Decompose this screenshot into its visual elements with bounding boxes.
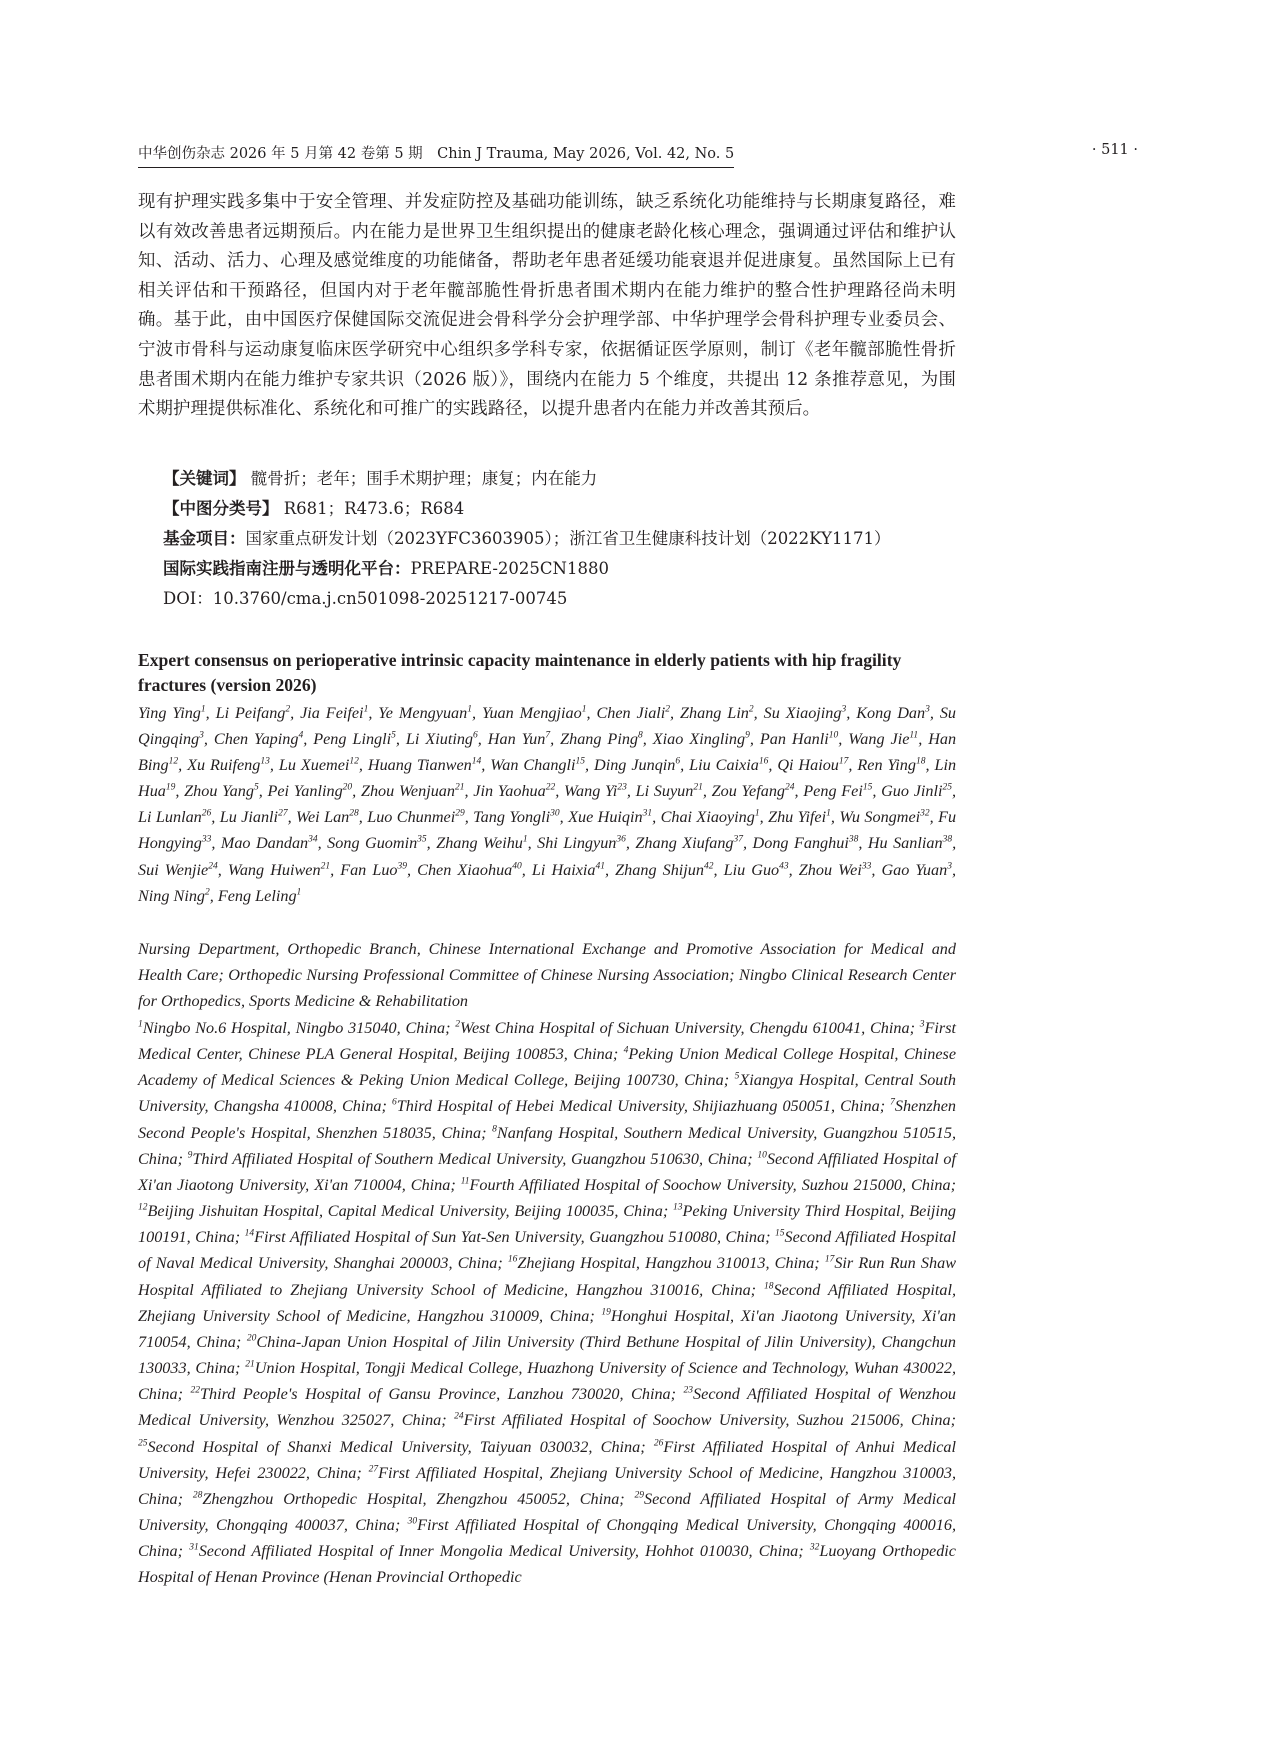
author-affiliation-marker: 26 — [201, 808, 212, 819]
author-affiliation-marker: 6 — [675, 756, 681, 767]
affiliation-item: $^{21}$Union Hospital, Tongji Medical College, Huazhong University of Science and Technology, Wuhan 430022, China — [138, 1359, 956, 1404]
author-name: Chen Yaping$^4$ — [213, 730, 304, 749]
author-name: Xue Huiqin$^{31}$ — [568, 808, 653, 827]
author-affiliation-marker: 1 — [363, 704, 369, 715]
author-affiliation-marker: 23 — [617, 782, 627, 793]
author-name: Sui Wenjie$^{24}$ — [138, 860, 218, 879]
author-affiliation-marker: 8 — [638, 730, 643, 741]
affiliation-marker: 5 — [734, 1071, 740, 1082]
author-affiliation-marker: 33 — [201, 835, 212, 846]
affiliation-marker: 29 — [634, 1490, 645, 1501]
author-affiliation-marker: 13 — [260, 756, 270, 767]
author-name: Peng Lingli$^5$ — [313, 730, 396, 749]
author-name: Li Xiuting$^6$ — [405, 730, 478, 749]
affiliation-marker: 31 — [189, 1542, 199, 1553]
chinese-abstract-text: 现有护理实践多集中于安全管理、并发症防控及基础功能训练，缺乏系统化功能维持与长期康复路径，难以有效改善患者远期预后。内在能力是世界卫生组织提出的健康老龄化核心理念，强调通过评估和维护认知、活动、活力、心理及感觉维度的功能储备，帮助老年患者延缓功能衰退并促进康复。虽然国际上已有相关评估和干预路径，但国内对于老年髋部脆性骨折患者围术期内在能力维护的整合性护理路径尚未明确。基于此，由中国医疗保健国际交流促进会骨科学分会护理学部、中华护理学会骨科护理专业委员会、宁波市骨科与运动康复临床医学研究中心组织多学科专家，依据循证医学原则，制订《老年髋部脆性骨折患者围术期内在能力维护专家共识（2026 版）》，围绕内在能力 5 个维度，共提出 12 条推荐意见，为围术期护理提供标准化、系统化和可推广的实践路径，以提升患者内在能力并改善其预后。 — [138, 192, 956, 420]
author-affiliation-marker: 1 — [522, 835, 528, 846]
affiliation-item: $^9$Third Affiliated Hospital of Southern Medical University, Guangzhou 510630, China — [187, 1149, 748, 1168]
author-affiliation-marker: 40 — [512, 861, 522, 872]
author-affiliation-marker: 3 — [841, 704, 847, 715]
author-name: Ding Junqin$^6$ — [594, 756, 681, 775]
author-affiliation-marker: 12 — [168, 756, 179, 767]
chinese-abstract — [138, 188, 956, 425]
author-name: Xu Ruifeng$^{13}$ — [187, 756, 270, 775]
affiliation-marker: 11 — [460, 1176, 470, 1187]
affiliation-marker: 21 — [245, 1359, 255, 1370]
keywords-line — [163, 465, 963, 489]
author-list: Ying Ying$^1$, Li Peifang$^2$, Jia Feifei$^1$, Ye Mengyuan$^1$, Yuan Mengjiao$^1$, Chen Jiali$^2$, Zhang Lin$^2$, Su Xiaojing$^3$, Kong Dan$^3$, Su Qingqing$^3$, Chen Yaping$^4$, Peng Lingli$^5$, Li Xiuting$^6$, Han Yun$^7$, Zhang Ping$^8$, Xiao Xingling$^9$, Pan Hanli$^{10}$, Wang Jie$^{11}$, Han Bing$^{12}$, Xu Ruifeng$^{13}$, Lu Xuemei$^{12}$, Huang Tianwen$^{14}$, Wan Changli$^{15}$, Ding Junqin$^6$, Liu Caixia$^{16}$, Qi Haiou$^{17}$, Ren Ying$^{18}$, Lin Hua$^{19}$, Zhou Yang$^5$, Pei Yanling$^{20}$, Zhou Wenjuan$^{21}$, Jin Yaohua$^{22}$, Wang Yi$^{23}$, Li Suyun$^{21}$, Zou Yefang$^{24}$, Peng Fei$^{15}$, Guo Jinli$^{25}$, Li Lunlan$^{26}$, Lu Jianli$^{27}$, Wei Lan$^{28}$, Luo Chunmei$^{29}$, Tang Yongli$^{30}$, Xue Huiqin$^{31}$, Chai Xiaoying$^1$, Zhu Yifei$^1$, Wu Songmei$^{32}$, Fu Hongying$^{33}$, Mao Dandan$^{34}$, Song Guomin$^{35}$, Zhang Weihu$^1$, Shi Lingyun$^{36}$, Zhang Xiufang$^{37}$, Dong Fanghui$^{38}$, Hu Sanlian$^{38}$, Sui Wenjie$^{24}$, Wang Huiwen$^{21}$, Fan Luo$^{39}$, Chen Xiaohua$^{40}$, Li Haixia$^{41}$, Zhang Shijun$^{42}$, Liu Guo$^{43}$, Zhou Wei$^{33}$, Gao Yuan$^3$, Ning Ning$^2$, Feng Leling$^1$ — [138, 704, 957, 905]
journal-citation: 中华创伤杂志 2026 年 5 月第 42 卷第 5 期 Chin J Trauma, May 2026, Vol. 42, No. 5 — [138, 142, 734, 168]
affiliation-marker: 25 — [138, 1438, 148, 1449]
author-affiliation-marker: 16 — [758, 756, 769, 767]
author-affiliation-marker: 24 — [785, 782, 795, 793]
doi-line — [163, 585, 963, 609]
affiliation-item: $^{31}$Second Affiliated Hospital of Inner Mongolia Medical University, Hohhot 010030, China — [189, 1542, 799, 1561]
author-name: Han Bing$^{12}$ — [138, 730, 957, 775]
affiliation-marker: 20 — [246, 1333, 257, 1344]
author-affiliation-marker: 42 — [703, 861, 714, 872]
author-affiliation-marker: 6 — [473, 730, 478, 741]
author-affiliation-marker: 1 — [581, 704, 587, 715]
registry-value: PREPARE-2025CN1880 — [410, 559, 609, 578]
author-name: Ning Ning$^2$ — [138, 886, 210, 905]
affiliation-marker: 8 — [492, 1124, 497, 1135]
author-name: Ying Ying$^1$ — [138, 704, 206, 722]
author-name: Luo Chunmei$^{29}$ — [367, 808, 465, 827]
author-group: Nursing Department, Orthopedic Branch, Chinese International Exchange and Promotive Association for Medical and Health Care; Orthopedic Nursing Professional Committee of Chinese Nursing Association; Ningbo Clinical Research Center for Orthopedics, Sports Medicine & Rehabilitation — [138, 940, 956, 1011]
affiliation-item: $^{16}$Zhejiang Hospital, Hangzhou 310013, China — [507, 1254, 815, 1273]
author-affiliation-marker: 30 — [550, 808, 560, 819]
author-name: Xiao Xingling$^9$ — [652, 730, 750, 749]
author-affiliation-marker: 34 — [308, 835, 318, 846]
affiliation-item: $^{19}$Honghui Hospital, Xi'an Jiaotong University, Xi'an 710054, China — [138, 1306, 956, 1351]
affiliation-marker: 12 — [138, 1202, 148, 1213]
author-affiliation-marker: 1 — [754, 808, 760, 819]
author-affiliation-marker: 27 — [278, 808, 288, 819]
affiliation-item: $^6$Third Hospital of Hebei Medical University, Shijiazhuang 050051, China — [391, 1097, 880, 1116]
author-affiliation-marker: 1 — [200, 704, 206, 715]
author-name: Zhou Wenjuan$^{21}$ — [360, 782, 465, 801]
funding-label: 基金项目： — [163, 529, 246, 548]
author-name: Wang Huiwen$^{21}$ — [227, 860, 331, 879]
affiliation-item: $^5$Xiangya Hospital, Central South University, Changsha 410008, China — [138, 1071, 956, 1116]
author-name: Zhou Yang$^5$ — [184, 782, 259, 801]
author-name: Feng Leling$^1$ — [217, 886, 302, 905]
author-affiliation-marker: 18 — [915, 756, 926, 767]
author-affiliation-marker: 1 — [467, 704, 472, 715]
author-name: Peng Fei$^{15}$ — [803, 782, 873, 801]
affiliation-item: $^{18}$Second Affiliated Hospital, Zhejiang University School of Medicine, Hangzhou 310009, China — [138, 1280, 956, 1325]
author-affiliation-marker: 19 — [165, 782, 176, 793]
affiliation-item: $^{26}$First Affiliated Hospital of Anhui Medical University, Hefei 230022, China — [138, 1437, 956, 1482]
affiliation-item: $^{11}$Fourth Affiliated Hospital of Soochow University, Suzhou 215000, China — [460, 1175, 951, 1194]
affiliation-item: $^{30}$First Affiliated Hospital of Chongqing Medical University, Chongqing 400016, China — [138, 1515, 957, 1561]
author-name: Kong Dan$^3$ — [856, 704, 930, 722]
author-affiliation-marker: 2 — [205, 887, 210, 898]
author-affiliation-marker: 9 — [745, 730, 750, 741]
affiliation-item: $^{10}$Second Affiliated Hospital of Xi'an Jiaotong University, Xi'an 710004, China — [138, 1149, 957, 1194]
affiliation-marker: 9 — [187, 1150, 193, 1161]
affiliation-marker: 30 — [407, 1516, 418, 1527]
affiliation-item: $^7$Shenzhen Second People's Hospital, Shenzhen 518035, China — [138, 1097, 956, 1142]
author-name: Chen Xiaohua$^{40}$ — [417, 860, 522, 879]
author-name: Chai Xiaoying$^1$ — [660, 808, 760, 827]
author-name: Lu Xuemei$^{12}$ — [278, 756, 359, 775]
keywords-value: 髋骨折；老年；围手术期护理；康复；内在能力 — [250, 469, 598, 488]
author-affiliation-marker: 36 — [616, 835, 626, 846]
english-title: Expert consensus on perioperative intrinsic capacity maintenance in elderly patients with hip fragility fractures (version 2026) — [138, 650, 902, 695]
funding-line — [163, 525, 963, 549]
affiliation-list: $^1$Ningbo No.6 Hospital, Ningbo 315040, China; $^2$West China Hospital of Sichuan University, Chengdu 610041, China; $^3$First Medical Center, Chinese PLA General Hospital, Beijing 100853, China; $^4$Peking Union Medical College Hospital, Chinese Academy of Medical Sciences & Peking Union Medical College, Beijing 100730, China; $^5$Xiangya Hospital, Central South University, Changsha 410008, China; $^6$Third Hospital of Hebei Medical University, Shijiazhuang 050051, China; $^7$Shenzhen Second People's Hospital, Shenzhen 518035, China; $^8$Nanfang Hospital, Southern Medical University, Guangzhou 510515, China; $^9$Third Affiliated Hospital of Southern Medical University, Guangzhou 510630, China; $^{10}$Second Affiliated Hospital of Xi'an Jiaotong University, Xi'an 710004, China; $^{11}$Fourth Affiliated Hospital of Soochow University, Suzhou 215000, China; $^{12}$Beijing Jishuitan Hospital, Capital Medical University, Beijing 100035, China; $^{13}$Peking University Third Hospital, Beijing 100191, China; $^{14}$First Affiliated Hospital of Sun Yat-Sen University, Guangzhou 510080, China; $^{15}$Second Affiliated Hospital of Naval Medical University, Shanghai 200003, China; $^{16}$Zhejiang Hospital, Hangzhou 310013, China; $^{17}$Sir Run Run Shaw Hospital Affiliated to Zhejiang University School of Medicine, Hangzhou 310016, China; $^{18}$Second Affiliated Hospital, Zhejiang University School of Medicine, Hangzhou 310009, China; $^{19}$Honghui Hospital, Xi'an Jiaotong University, Xi'an 710054, China; $^{20}$China-Japan Union Hospital of Jilin University (Third Bethune Hospital of Jilin University), Changchun 130033, China; $^{21}$Union Hospital, Tongji Medical College, Huazhong University of Science and Technology, Wuhan 430022, China; $^{22}$Third People's Hospital of Gansu Province, Lanzhou 730020, China; $^{23}$Second Affiliated Hospital of Wenzhou Medical University, Wenzhou 325027, China; $^{24}$First Affiliated Hospital of Soochow University, Suzhou 215006, China; $^{25}$Second Hospital of Shanxi Medical University, Taiyuan 030032, China; $^{26}$First Affiliated Hospital of Anhui Medical University, Hefei 230022, China; $^{27}$First Affiliated Hospital, Zhejiang University School of Medicine, Hangzhou 310003, China; $^{28}$Zhengzhou Orthopedic Hospital, Zhengzhou 450052, China; $^{29}$Second Affiliated Hospital of Army Medical University, Chongqing 400037, China; $^{30}$First Affiliated Hospital of Chongqing Medical University, Chongqing 400016, China; $^{31}$Second Affiliated Hospital of Inner Mongolia Medical University, Hohhot 010030, China; $^{32}$Luoyang Orthopedic Hospital of Henan Province (Henan Provincial Orthopedic — [138, 1019, 957, 1587]
affiliation-marker: 28 — [192, 1490, 203, 1501]
author-affiliation-marker: 43 — [779, 861, 789, 872]
author-affiliation-marker: 14 — [471, 756, 482, 767]
affiliation-item: $^{15}$Second Affiliated Hospital of Naval Medical University, Shanghai 200003, China — [138, 1228, 956, 1273]
author-name: Su Qingqing$^3$ — [138, 704, 956, 749]
author-name: Li Haixia$^{41}$ — [531, 860, 606, 879]
classification-value: R681；R473.6；R684 — [283, 499, 465, 518]
page-number: · 511 · — [1091, 142, 1138, 158]
author-affiliation-marker: 15 — [575, 756, 586, 767]
affiliation-item: $^{14}$First Affiliated Hospital of Sun Yat-Sen University, Guangzhou 510080, China — [244, 1228, 766, 1247]
author-name: Ye Mengyuan$^1$ — [378, 704, 472, 722]
affiliation-item: $^2$West China Hospital of Sichuan University, Chengdu 610041, China — [455, 1019, 910, 1037]
affiliation-item: $^{32}$Luoyang Orthopedic Hospital of Henan Province (Henan Provincial Orthopedic — [138, 1542, 956, 1587]
affiliation-marker: 27 — [368, 1464, 379, 1475]
affiliation-item: $^3$First Medical Center, Chinese PLA General Hospital, Beijing 100853, China — [138, 1019, 957, 1064]
author-name: Wei Lan$^{28}$ — [296, 808, 359, 827]
classification-label: 【中图分类号】 — [163, 499, 279, 518]
author-name: Zou Yefang$^{24}$ — [711, 782, 795, 801]
author-name: Wan Changli$^{15}$ — [490, 756, 586, 775]
author-name: Zhang Ping$^8$ — [560, 730, 643, 749]
author-name: Liu Caixia$^{16}$ — [689, 756, 769, 775]
author-affiliation-marker: 20 — [342, 782, 353, 793]
affiliation-marker: 13 — [673, 1202, 683, 1213]
affiliation-marker: 17 — [824, 1255, 835, 1266]
affiliation-marker: 14 — [244, 1228, 255, 1239]
affiliation-marker: 22 — [190, 1385, 200, 1396]
author-affiliation-marker: 32 — [920, 808, 930, 819]
author-affiliation-marker: 7 — [545, 730, 551, 741]
author-affiliation-marker: 3 — [199, 730, 204, 741]
author-name: Chen Jiali$^2$ — [596, 704, 671, 722]
affiliation-marker: 10 — [757, 1150, 767, 1161]
affiliation-marker: 4 — [623, 1045, 629, 1056]
affiliation-marker: 1 — [138, 1019, 143, 1030]
affiliation-item: $^{13}$Peking University Third Hospital, Beijing 100191, China — [138, 1202, 957, 1247]
affiliation-marker: 16 — [507, 1255, 518, 1266]
author-affiliation-marker: 12 — [349, 756, 359, 767]
affiliation-marker: 24 — [454, 1411, 464, 1422]
classification-line — [163, 495, 963, 519]
author-affiliation-marker: 15 — [862, 782, 873, 793]
author-name: Han Yun$^7$ — [487, 730, 551, 749]
author-affiliation-marker: 21 — [455, 782, 465, 793]
affiliation-marker: 7 — [890, 1098, 895, 1109]
author-affiliation-marker: 29 — [455, 808, 465, 819]
affiliation-marker: 19 — [601, 1307, 611, 1318]
author-name: Wu Songmei$^{32}$ — [839, 808, 930, 827]
author-name: Pei Yanling$^{20}$ — [267, 782, 353, 801]
affiliation-item: $^{25}$Second Hospital of Shanxi Medical University, Taiyuan 030032, China — [138, 1437, 641, 1456]
author-name: Jin Yaohua$^{22}$ — [473, 782, 556, 801]
author-name: Liu Guo$^{43}$ — [723, 860, 789, 879]
author-name: Zhang Shijun$^{42}$ — [615, 860, 714, 879]
author-name: Huang Tianwen$^{14}$ — [367, 756, 482, 775]
affiliation-marker: 18 — [764, 1281, 774, 1292]
registry-line — [163, 555, 963, 579]
affiliation-item: $^{20}$China-Japan Union Hospital of Jilin University (Third Bethune Hospital of Jilin University), Changchun 130033, China — [138, 1332, 956, 1378]
funding-value: 国家重点研发计划（2023YFC3603905）；浙江省卫生健康科技计划（2022KY1171） — [245, 529, 891, 548]
affiliation-item: $^4$Peking Union Medical College Hospital, Chinese Academy of Medical Sciences & Peking Union Medical College, Beijing 100730, China — [138, 1045, 956, 1090]
author-name: Guo Jinli$^{25}$ — [881, 782, 952, 801]
author-affiliation-marker: 10 — [828, 730, 839, 741]
author-affiliation-marker: 22 — [545, 782, 556, 793]
author-name: Li Suyun$^{21}$ — [635, 782, 703, 801]
author-affiliation-marker: 25 — [942, 782, 952, 793]
affiliation-marker: 26 — [653, 1438, 664, 1449]
affiliation-marker: 2 — [455, 1019, 460, 1030]
author-affiliation-marker: 3 — [925, 704, 930, 715]
affiliation-item: $^{24}$First Affiliated Hospital of Soochow University, Suzhou 215006, China — [454, 1411, 951, 1430]
author-affiliation-marker: 28 — [349, 808, 359, 819]
author-name: Shi Lingyun$^{36}$ — [537, 834, 626, 853]
affiliation-item: $^{12}$Beijing Jishuitan Hospital, Capital Medical University, Beijing 100035, China — [138, 1202, 663, 1221]
author-name: Jia Feifei$^1$ — [300, 704, 369, 722]
author-name: Fan Luo$^{39}$ — [340, 860, 408, 879]
affiliation-marker: 15 — [775, 1228, 785, 1239]
affiliation-item: $^1$Ningbo No.6 Hospital, Ningbo 315040, China — [138, 1019, 446, 1037]
author-name: Qi Haiou$^{17}$ — [777, 756, 849, 775]
author-name: Lu Jianli$^{27}$ — [219, 808, 288, 827]
author-affiliation-marker: 1 — [826, 808, 831, 819]
author-affiliation-marker: 2 — [665, 704, 671, 715]
affiliation-marker: 3 — [919, 1019, 925, 1030]
author-name: Gao Yuan$^3$ — [881, 860, 952, 879]
author-name: Li Lunlan$^{26}$ — [138, 808, 212, 827]
affiliation-marker: 6 — [391, 1098, 397, 1109]
affiliation-item: $^{29}$Second Affiliated Hospital of Army Medical University, Chongqing 400037, China — [138, 1489, 957, 1534]
author-name: Ren Ying$^{18}$ — [857, 756, 926, 775]
author-name: Lin Hua$^{19}$ — [138, 756, 957, 801]
author-name: Zhang Weihu$^1$ — [436, 834, 528, 853]
affiliation-item: $^{22}$Third People's Hospital of Gansu Province, Lanzhou 730020, China — [190, 1385, 671, 1404]
keywords-label: 【关键词】 — [163, 469, 246, 488]
author-name: Wang Yi$^{23}$ — [564, 782, 627, 801]
registry-label: 国际实践指南注册与透明化平台： — [163, 559, 411, 578]
author-name: Song Guomin$^{35}$ — [327, 834, 427, 853]
author-name: Wang Jie$^{11}$ — [848, 730, 919, 749]
author-name: Mao Dandan$^{34}$ — [220, 834, 318, 853]
affiliation-item: $^{23}$Second Affiliated Hospital of Wenzhou Medical University, Wenzhou 325027, China — [138, 1385, 957, 1430]
author-name: Dong Fanghui$^{38}$ — [752, 834, 859, 853]
author-affiliation-marker: 1 — [296, 887, 302, 898]
author-name: Li Peifang$^2$ — [215, 704, 291, 722]
author-affiliation-marker: 37 — [733, 835, 744, 846]
author-name: Zhu Yifei$^1$ — [768, 808, 831, 827]
author-affiliation-marker: 5 — [391, 730, 396, 741]
author-affiliation-marker: 41 — [595, 861, 606, 872]
author-affiliation-marker: 38 — [942, 835, 953, 846]
author-name: Pan Hanli$^{10}$ — [759, 730, 839, 749]
author-affiliation-marker: 38 — [848, 835, 859, 846]
author-affiliation-marker: 11 — [909, 730, 919, 741]
author-name: Zhang Lin$^2$ — [680, 704, 754, 722]
author-affiliation-marker: 39 — [397, 861, 408, 872]
author-affiliation-marker: 31 — [642, 808, 653, 819]
author-affiliation-marker: 21 — [693, 782, 703, 793]
author-affiliation-marker: 35 — [417, 835, 427, 846]
author-affiliation-marker: 5 — [253, 782, 259, 793]
affiliation-item: $^{17}$Sir Run Run Shaw Hospital Affiliated to Zhejiang University School of Medicine, Hangzhou 310016, China — [138, 1254, 957, 1299]
author-name: Tang Yongli$^{30}$ — [473, 808, 560, 827]
doi-text: DOI：10.3760/cma.j.cn501098-20251217-00745 — [163, 589, 568, 608]
affiliation-item: $^{27}$First Affiliated Hospital, Zhejiang University School of Medicine, Hangzhou 310003, China — [138, 1463, 956, 1508]
author-affiliation-marker: 3 — [947, 861, 952, 872]
author-affiliation-marker: 2 — [285, 704, 291, 715]
affiliation-item: $^{28}$Zhengzhou Orthopedic Hospital, Zhengzhou 450052, China — [192, 1489, 620, 1508]
author-affiliation-marker: 24 — [208, 861, 218, 872]
author-affiliation-marker: 17 — [838, 756, 849, 767]
affiliation-item: $^8$Nanfang Hospital, Southern Medical University, Guangzhou 510515, China — [138, 1123, 956, 1168]
author-affiliation-marker: 33 — [861, 861, 872, 872]
author-name: Zhang Xiufang$^{37}$ — [635, 834, 744, 853]
author-name: Zhou Wei$^{33}$ — [798, 860, 872, 879]
affiliation-marker: 32 — [809, 1542, 820, 1553]
author-affiliation-marker: 4 — [298, 730, 304, 741]
author-affiliation-marker: 21 — [320, 861, 331, 872]
author-name: Fu Hongying$^{33}$ — [138, 808, 957, 853]
author-affiliation-marker: 2 — [748, 704, 754, 715]
running-header — [138, 142, 1138, 168]
affiliation-marker: 23 — [683, 1385, 694, 1396]
author-name: Su Xiaojing$^3$ — [763, 704, 847, 722]
author-name: Yuan Mengjiao$^1$ — [481, 704, 587, 722]
author-name: Hu Sanlian$^{38}$ — [867, 834, 953, 853]
